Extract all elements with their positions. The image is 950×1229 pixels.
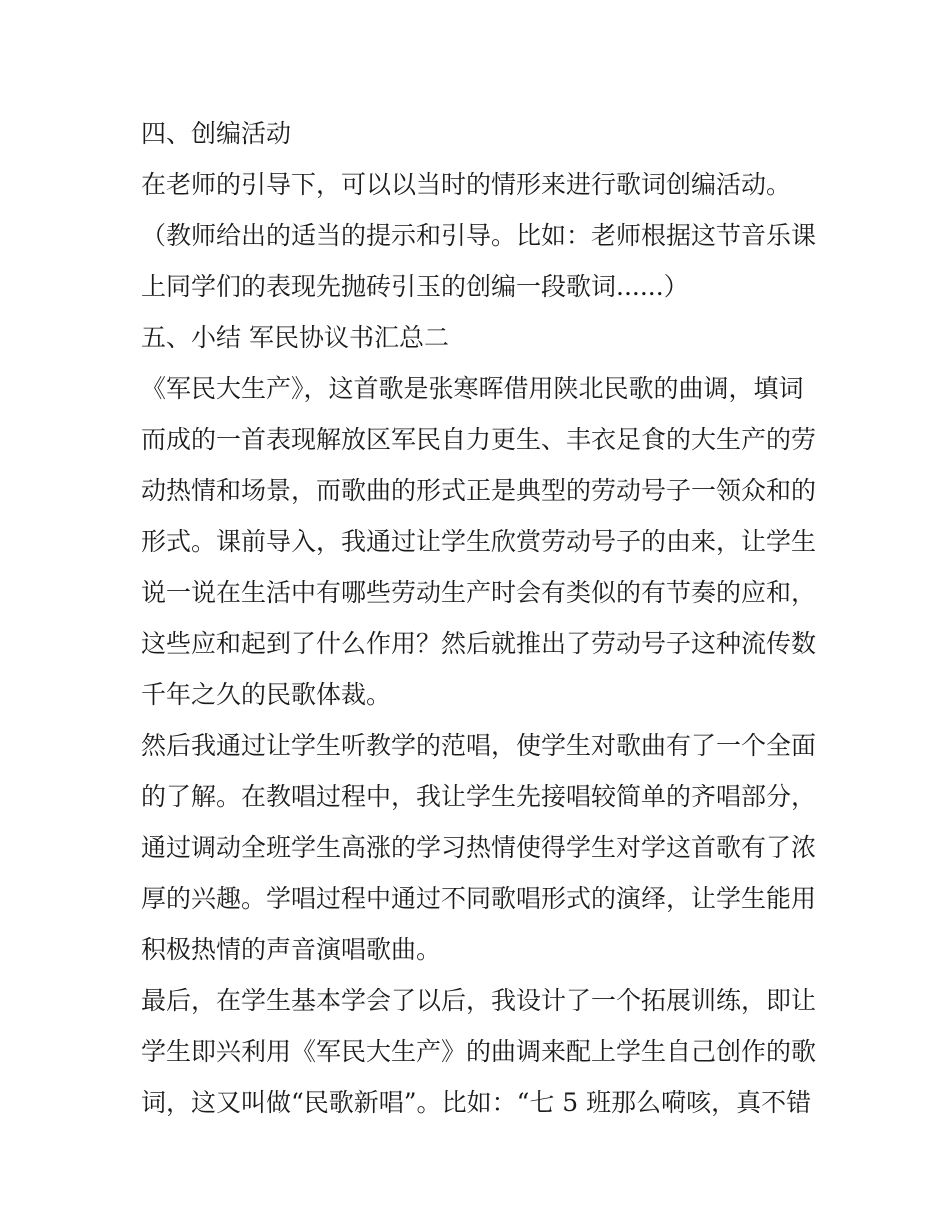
text-line: 积极热情的声音演唱歌曲。 [141, 935, 442, 964]
section-heading-summary: 五、小结 军民协议书汇总二 [141, 323, 449, 352]
text-line: 说一说在生活中有哪些劳动生产时会有类似的有节奏的应和， [141, 578, 817, 607]
text-line: 在老师的引导下，可以以当时的情形来进行歌词创编活动。 [141, 170, 792, 199]
document-page [141, 108, 821, 1128]
text-line: 《军民大生产》，这首歌是张寒晖借用陕北民歌的曲调，填词 [141, 374, 804, 403]
text-line: 最后，在学生基本学会了以后，我设计了一个拓展训练，即让 [141, 986, 817, 1015]
text-line: 动热情和场景，而歌曲的形式正是典型的劳动号子一领众和的 [141, 476, 817, 505]
text-line: 上同学们的表现先抛砖引玉的创编一段歌词......） [141, 272, 689, 301]
text-line: 词，这又叫做“民歌新唱”。比如：“七 5 班那么嗬咳，真不错 [141, 1088, 812, 1117]
text-line: 千年之久的民歌体裁。 [141, 680, 392, 709]
text-line: 学生即兴利用《军民大生产》的曲调来配上学生自己创作的歌 [141, 1037, 817, 1066]
text-line: 这些应和起到了什么作用？然后就推出了劳动号子这种流传数 [141, 629, 817, 658]
text-line: 形式。课前导入，我通过让学生欣赏劳动号子的由来，让学生 [141, 527, 817, 556]
section-heading-creative-activity: 四、创编活动 [141, 119, 292, 148]
text-line: 而成的一首表现解放区军民自力更生、丰衣足食的大生产的劳 [141, 425, 817, 454]
text-line: 通过调动全班学生高涨的学习热情使得学生对学这首歌有了浓 [141, 833, 817, 862]
text-line: 然后我通过让学生听教学的范唱，使学生对歌曲有了一个全面 [141, 731, 817, 760]
text-line: 的了解。在教唱过程中，我让学生先接唱较简单的齐唱部分， [141, 782, 817, 811]
text-line: （教师给出的适当的提示和引导。比如：老师根据这节音乐课 [141, 221, 817, 250]
text-line: 厚的兴趣。学唱过程中通过不同歌唱形式的演绎，让学生能用 [141, 884, 817, 913]
